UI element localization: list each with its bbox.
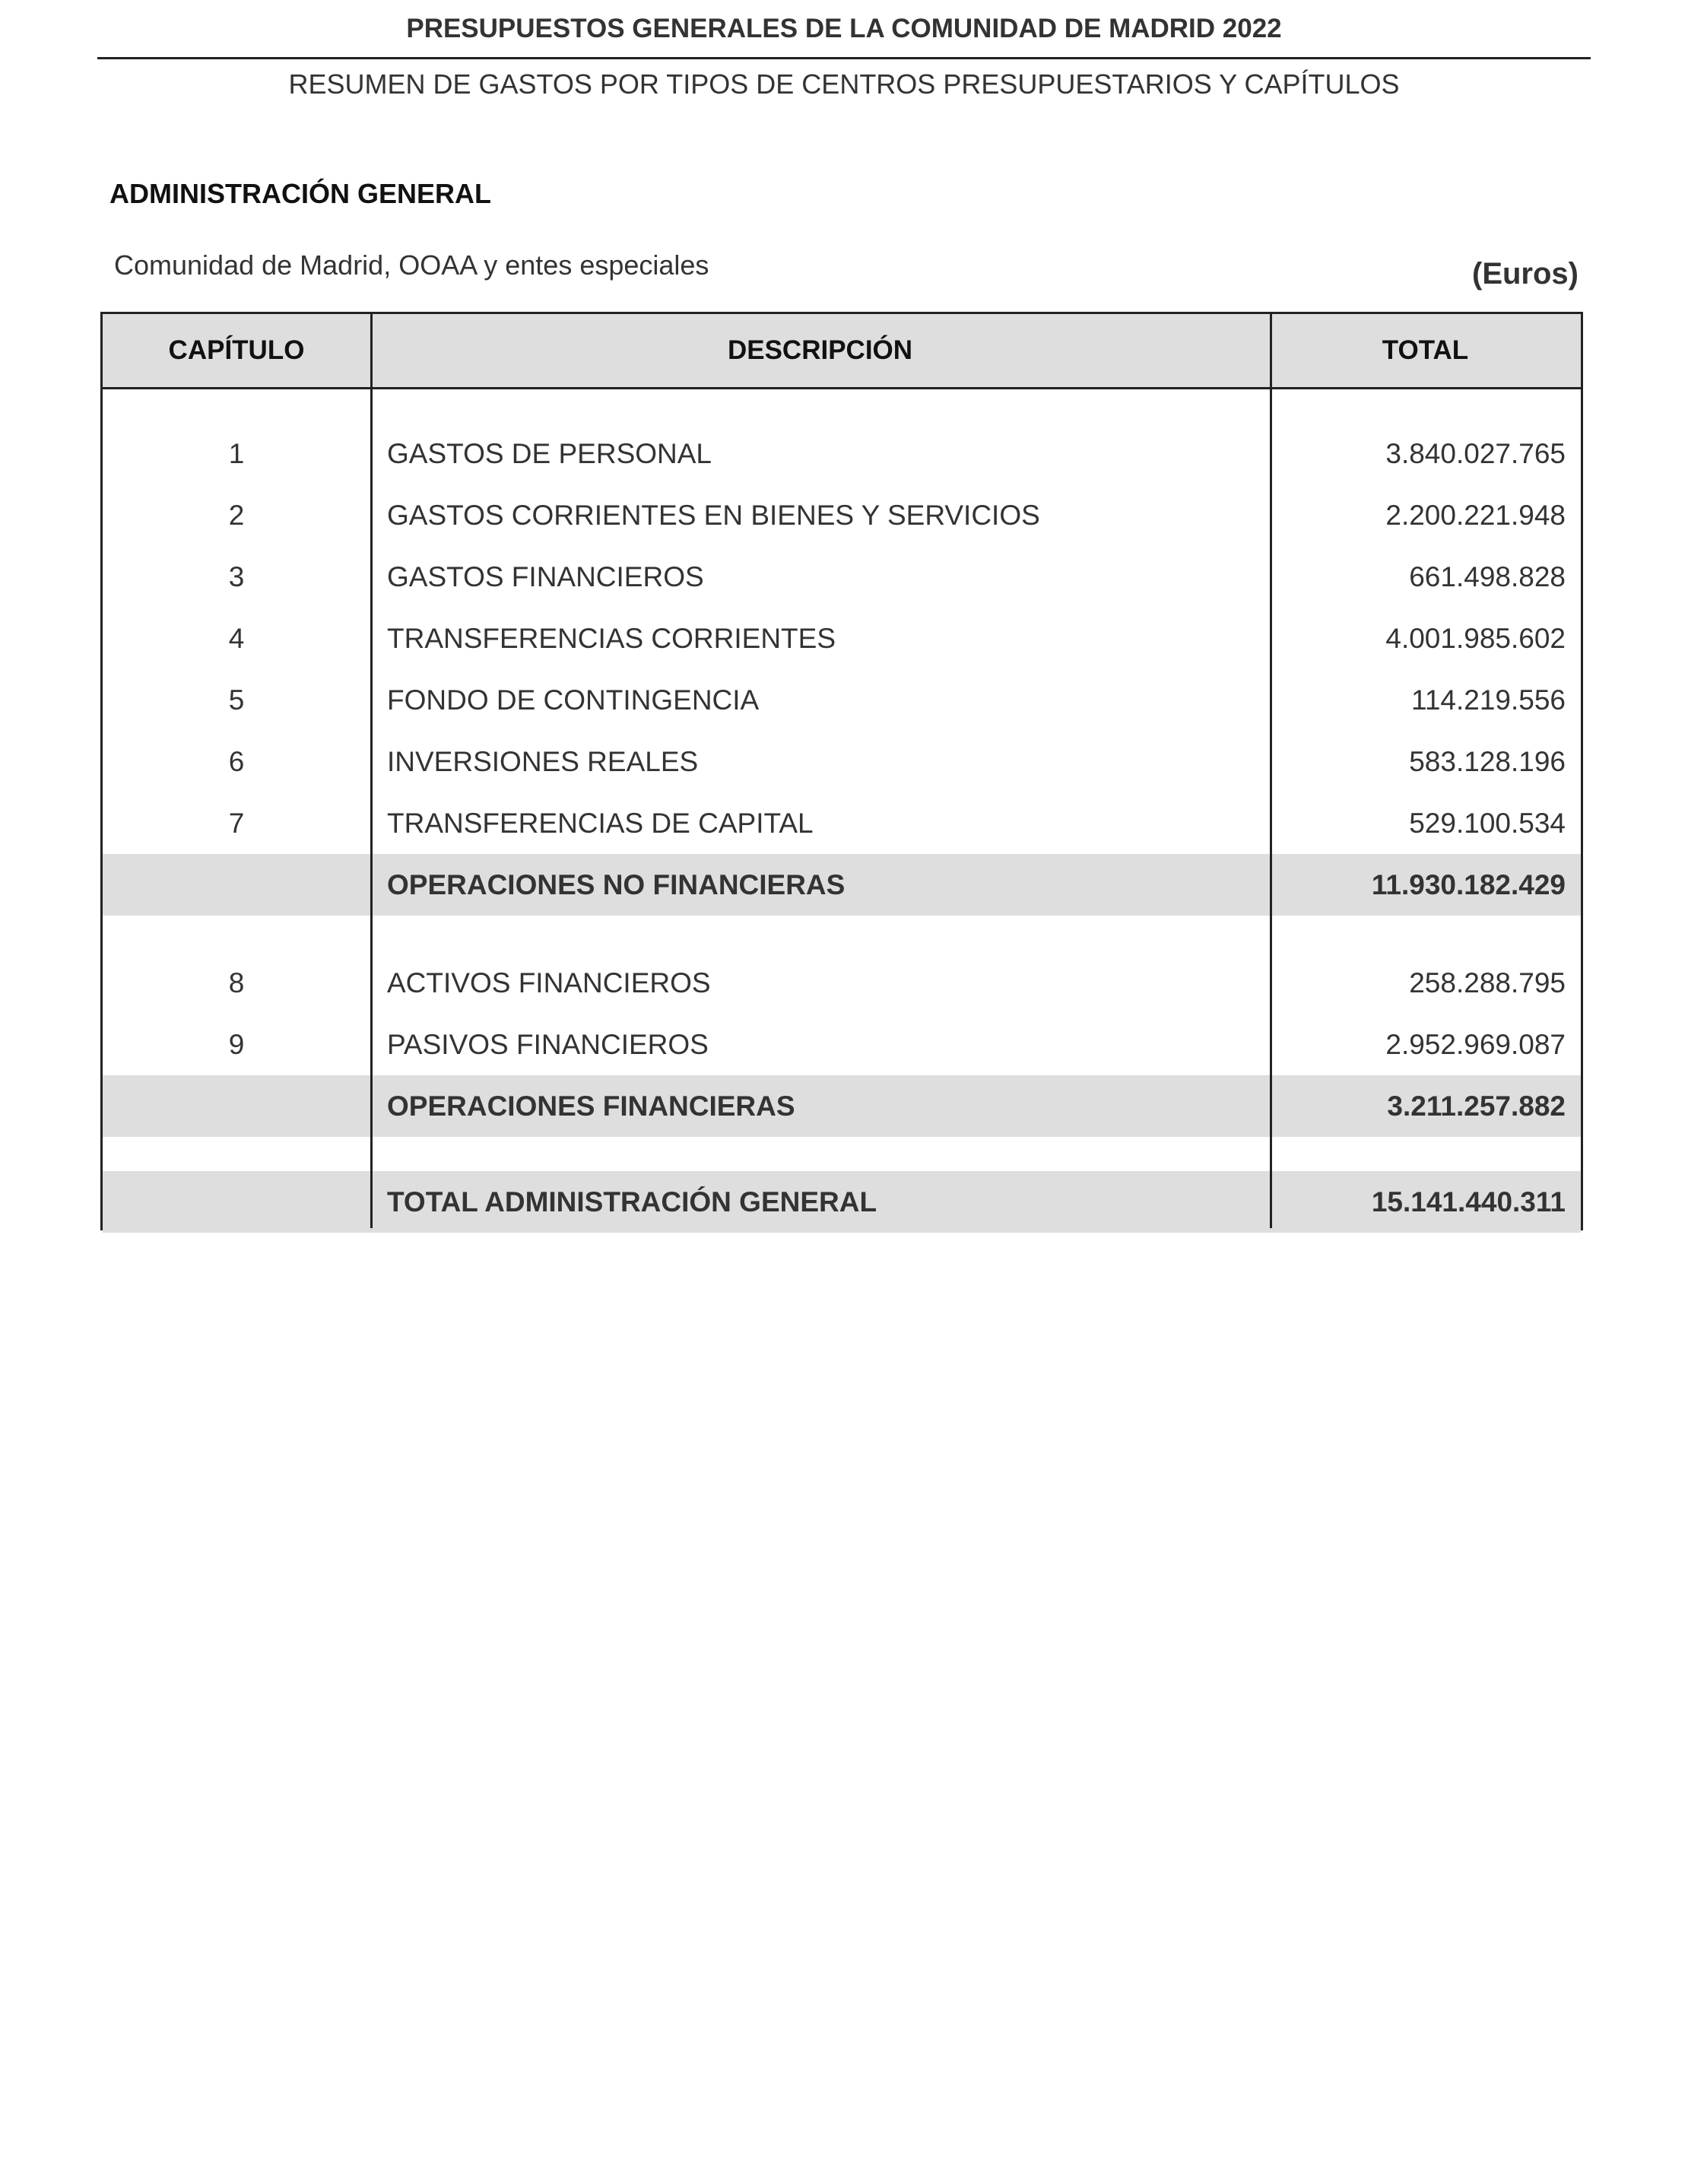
chapter-cell: 9 bbox=[228, 1028, 245, 1060]
header-chapter: CAPÍTULO bbox=[168, 335, 305, 365]
table-row bbox=[103, 484, 1581, 546]
grand-total-row bbox=[103, 1171, 1581, 1233]
subtotal-total: 3.211.257.882 bbox=[1387, 1090, 1566, 1122]
chapter-cell: 1 bbox=[228, 437, 245, 469]
chapter-cell: 7 bbox=[228, 807, 245, 839]
section-title: ADMINISTRACIÓN GENERAL bbox=[109, 178, 491, 209]
chapter-cell: 5 bbox=[228, 684, 245, 716]
title-divider bbox=[97, 57, 1591, 59]
description-cell: TRANSFERENCIAS CORRIENTES bbox=[387, 622, 836, 654]
description-cell: GASTOS CORRIENTES EN BIENES Y SERVICIOS bbox=[387, 499, 1040, 531]
subtotal-total: 11.930.182.429 bbox=[1371, 868, 1566, 900]
spacer-row bbox=[103, 1137, 1581, 1171]
total-cell: 4.001.985.602 bbox=[1385, 622, 1566, 654]
total-cell: 583.128.196 bbox=[1409, 745, 1566, 777]
subtotal-row-non-financial bbox=[103, 854, 1581, 916]
chapter-cell: 8 bbox=[228, 967, 245, 998]
table-row bbox=[103, 792, 1581, 854]
description-cell: FONDO DE CONTINGENCIA bbox=[387, 684, 760, 716]
table-row bbox=[103, 952, 1581, 1014]
total-cell: 661.498.828 bbox=[1409, 560, 1566, 592]
description-cell: PASIVOS FINANCIEROS bbox=[387, 1028, 709, 1060]
description-cell: INVERSIONES REALES bbox=[387, 745, 699, 777]
chapter-cell: 6 bbox=[228, 745, 245, 777]
description-cell: GASTOS FINANCIEROS bbox=[387, 560, 704, 592]
budget-table bbox=[100, 312, 1583, 1230]
grand-total-value: 15.141.440.311 bbox=[1371, 1186, 1566, 1217]
table-row bbox=[103, 546, 1581, 608]
column-divider bbox=[1270, 314, 1272, 1228]
total-cell: 3.840.027.765 bbox=[1385, 437, 1566, 469]
subtotal-description: OPERACIONES FINANCIERAS bbox=[387, 1090, 795, 1122]
total-cell: 2.952.969.087 bbox=[1385, 1028, 1566, 1060]
table-row bbox=[103, 608, 1581, 669]
table-row bbox=[103, 1014, 1581, 1075]
description-cell: ACTIVOS FINANCIEROS bbox=[387, 967, 711, 998]
header-total: TOTAL bbox=[1382, 335, 1469, 365]
table-header-row bbox=[103, 314, 1581, 389]
grand-total-description: TOTAL ADMINISTRACIÓN GENERAL bbox=[387, 1186, 877, 1217]
column-divider bbox=[370, 314, 373, 1228]
chapter-cell: 4 bbox=[228, 622, 245, 654]
total-cell: 2.200.221.948 bbox=[1385, 499, 1566, 531]
table-row bbox=[103, 669, 1581, 731]
total-cell: 529.100.534 bbox=[1409, 807, 1566, 839]
units-label: (Euros) bbox=[1472, 257, 1579, 290]
document-subtitle: RESUMEN DE GASTOS POR TIPOS DE CENTROS PRESUPUESTARIOS Y CAPÍTULOS bbox=[288, 68, 1400, 100]
header-description: DESCRIPCIÓN bbox=[727, 335, 913, 365]
description-cell: GASTOS DE PERSONAL bbox=[387, 437, 712, 469]
chapter-cell: 2 bbox=[228, 499, 245, 531]
total-cell: 114.219.556 bbox=[1410, 684, 1566, 716]
chapter-cell: 3 bbox=[228, 560, 245, 592]
table-row bbox=[103, 731, 1581, 792]
entity-note: Comunidad de Madrid, OOAA y entes especiales bbox=[114, 249, 709, 281]
description-cell: TRANSFERENCIAS DE CAPITAL bbox=[387, 807, 814, 839]
total-cell: 258.288.795 bbox=[1409, 967, 1566, 998]
subtotal-description: OPERACIONES NO FINANCIERAS bbox=[387, 868, 846, 900]
document-title: PRESUPUESTOS GENERALES DE LA COMUNIDAD DE MADRID 2022 bbox=[406, 14, 1282, 43]
table-row bbox=[103, 423, 1581, 484]
subtotal-row-financial bbox=[103, 1075, 1581, 1137]
